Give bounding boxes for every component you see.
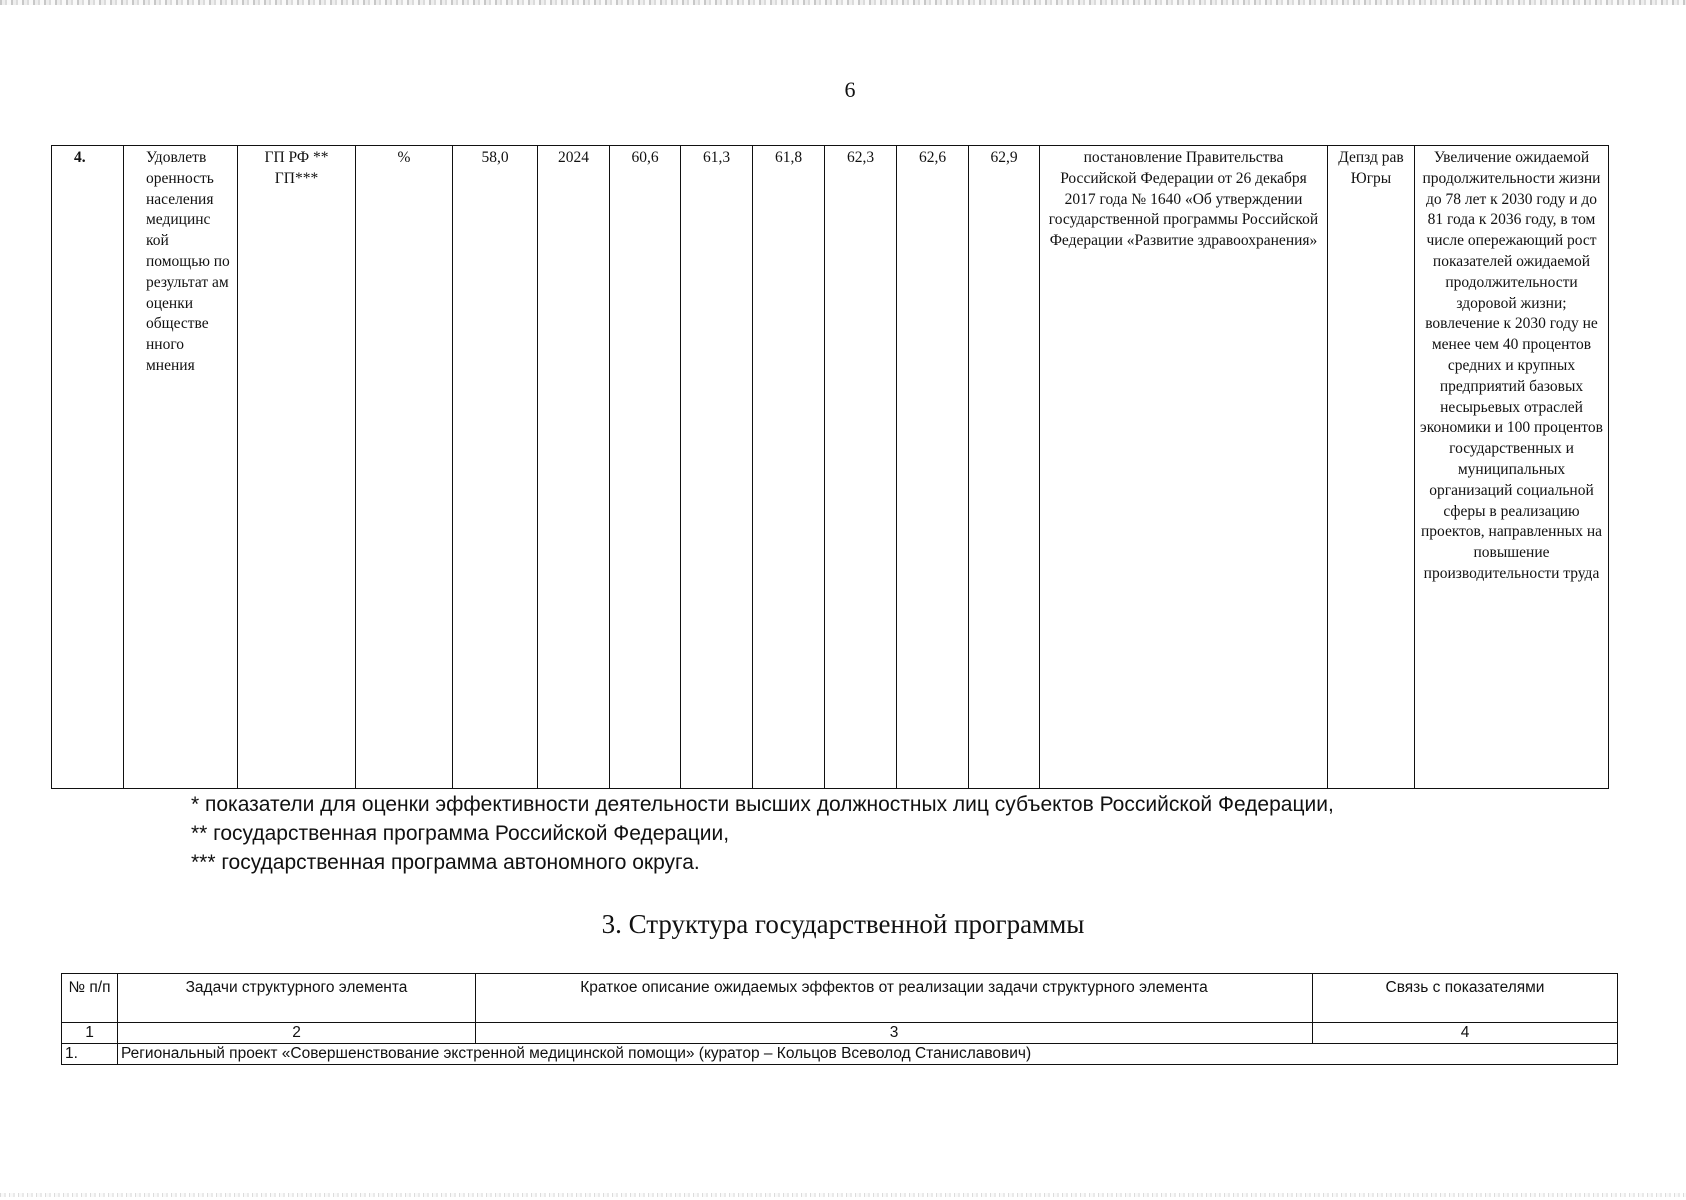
indicator-unit: % (356, 146, 453, 789)
footnote: * показатели для оценки эффективности деятельности высших должностных лиц субъектов Российской Федерации, (191, 793, 1334, 816)
value-cell: 61,8 (753, 146, 825, 789)
column-number: 1 (62, 1023, 118, 1044)
value-cell: 62,3 (825, 146, 897, 789)
indicator-level: ГП РФ ** ГП*** (238, 146, 356, 789)
value-cell: 61,3 (681, 146, 753, 789)
column-number: 2 (118, 1023, 476, 1044)
row-number: 1. (62, 1044, 118, 1065)
page-number: 6 (844, 77, 856, 102)
table-row (62, 1044, 1618, 1065)
table-row (52, 146, 1609, 789)
column-header: Связь с показателями (1313, 974, 1618, 1023)
section-title: 3. Структура государственной программы (601, 909, 1085, 939)
column-header: Задачи структурного элемента (118, 974, 476, 1023)
column-number: 4 (1313, 1023, 1618, 1044)
legal-document: постановление Правительства Российской Федерации от 26 декабря 2017 года № 1640 «Об утверждении государственной программы Российской Федерации «Развитие здравоохранения» (1040, 146, 1328, 789)
base-year: 2024 (538, 146, 610, 789)
column-number: 3 (476, 1023, 1313, 1044)
scan-edge-bottom (0, 1193, 1686, 1197)
regional-project-title: Региональный проект «Совершенствование экстренной медицинской помощи» (куратор – Кольцов Всеволод Станиславович) (118, 1044, 1618, 1065)
value-cell: 60,6 (610, 146, 681, 789)
indicators-table (51, 145, 1609, 789)
row-number: 4. (52, 146, 124, 789)
scan-edge-top (0, 0, 1686, 5)
responsible-body: Депзд рав Югры (1328, 146, 1415, 789)
base-value: 58,0 (453, 146, 538, 789)
table-header-row (62, 974, 1618, 1023)
column-numbers-row (62, 1023, 1618, 1044)
indicator-name: Удовлетв оренность населения медицинс кой помощью по результат ам оценки обществе нного мнения (124, 146, 238, 789)
column-header: Краткое описание ожидаемых эффектов от реализации задачи структурного элемента (476, 974, 1313, 1023)
footnotes (191, 790, 1334, 877)
column-header: № п/п (62, 974, 118, 1023)
footnote: ** государственная программа Российской Федерации, (191, 822, 730, 845)
structure-table (61, 973, 1618, 1065)
footnote: *** государственная программа автономного округа. (191, 851, 700, 874)
value-cell: 62,9 (969, 146, 1040, 789)
national-goal: Увеличение ожидаемой продолжительности жизни до 78 лет к 2030 году и до 81 года к 2036 году, в том числе опережающий рост показателей ожидаемой продолжительности здоровой жизни; вовлечение к 2030 году не менее чем 40 процентов средних и крупных предприятий базовых несырьевых отраслей экономики и 100 процентов государственных и муниципальных организаций социальной сферы в реализацию проектов, направленных на повышение производительности труда (1415, 146, 1609, 789)
value-cell: 62,6 (897, 146, 969, 789)
